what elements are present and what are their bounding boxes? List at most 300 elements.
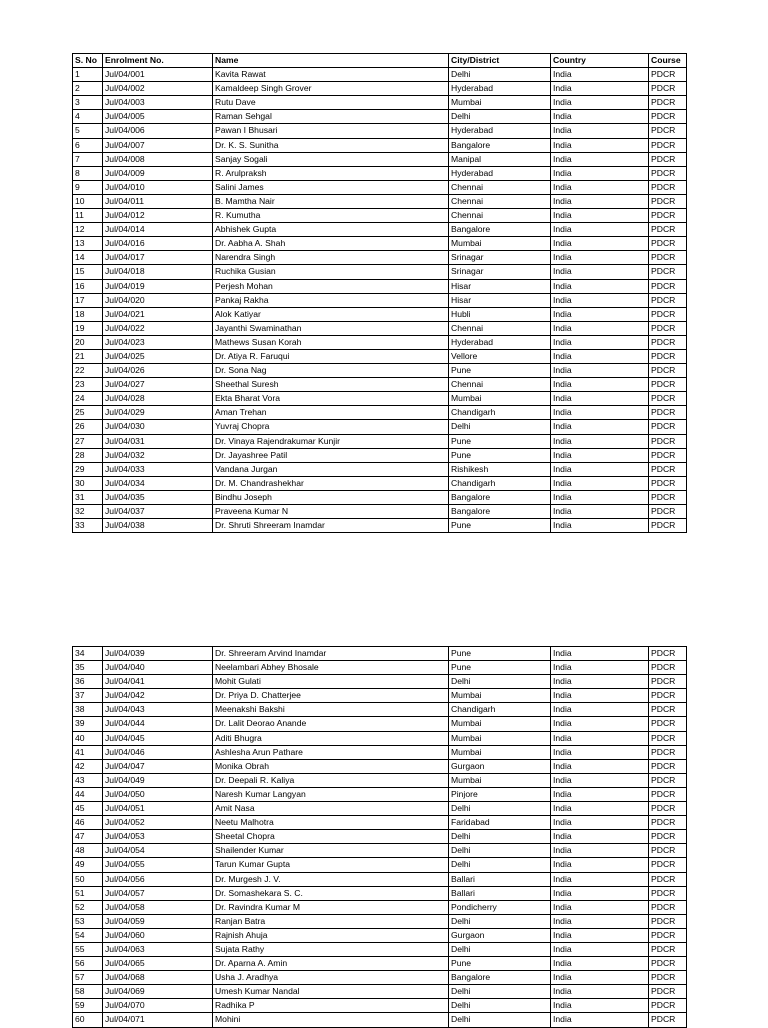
cell-sno: 4: [73, 110, 103, 124]
cell-name: Sanjay Sogali: [213, 152, 449, 166]
cell-sno: 1: [73, 68, 103, 82]
cell-country: India: [551, 335, 649, 349]
cell-sno: 37: [73, 689, 103, 703]
cell-enrolment-no: Jul/04/007: [103, 138, 213, 152]
cell-sno: 39: [73, 717, 103, 731]
cell-name: Ekta Bharat Vora: [213, 392, 449, 406]
cell-name: Dr. Jayashree Patil: [213, 448, 449, 462]
cell-course: PDCR: [649, 251, 687, 265]
cell-course: PDCR: [649, 392, 687, 406]
cell-enrolment-no: Jul/04/068: [103, 971, 213, 985]
table-row: [73, 434, 687, 448]
cell-sno: 54: [73, 928, 103, 942]
cell-sno: 46: [73, 816, 103, 830]
cell-city: Gurgaon: [449, 759, 551, 773]
cell-city: Pune: [449, 448, 551, 462]
cell-name: R. Arulpraksh: [213, 166, 449, 180]
cell-country: India: [551, 406, 649, 420]
cell-city: Vellore: [449, 349, 551, 363]
cell-country: India: [551, 420, 649, 434]
cell-course: PDCR: [649, 745, 687, 759]
cell-name: Umesh Kumar Nandal: [213, 985, 449, 999]
cell-course: PDCR: [649, 703, 687, 717]
cell-sno: 58: [73, 985, 103, 999]
cell-country: India: [551, 293, 649, 307]
cell-country: India: [551, 223, 649, 237]
cell-name: Dr. Aabha A. Shah: [213, 237, 449, 251]
cell-sno: 22: [73, 364, 103, 378]
cell-course: PDCR: [649, 490, 687, 504]
cell-name: Raman Sehgal: [213, 110, 449, 124]
table-row: [73, 942, 687, 956]
cell-name: Neetu Malhotra: [213, 816, 449, 830]
cell-enrolment-no: Jul/04/010: [103, 180, 213, 194]
cell-course: PDCR: [649, 96, 687, 110]
cell-city: Chennai: [449, 321, 551, 335]
cell-enrolment-no: Jul/04/038: [103, 519, 213, 533]
cell-country: India: [551, 180, 649, 194]
cell-sno: 31: [73, 490, 103, 504]
cell-country: India: [551, 237, 649, 251]
cell-course: PDCR: [649, 406, 687, 420]
cell-country: India: [551, 194, 649, 208]
table-row: [73, 96, 687, 110]
cell-city: Mumbai: [449, 689, 551, 703]
cell-name: Vandana Jurgan: [213, 462, 449, 476]
cell-country: India: [551, 490, 649, 504]
cell-enrolment-no: Jul/04/033: [103, 462, 213, 476]
cell-course: PDCR: [649, 307, 687, 321]
cell-name: Ashlesha Arun Pathare: [213, 745, 449, 759]
cell-country: India: [551, 434, 649, 448]
cell-course: PDCR: [649, 476, 687, 490]
header-enrolment: Enrolment No.: [103, 54, 213, 68]
cell-enrolment-no: Jul/04/044: [103, 717, 213, 731]
table-row: [73, 1013, 687, 1027]
cell-sno: 33: [73, 519, 103, 533]
cell-country: India: [551, 745, 649, 759]
cell-course: PDCR: [649, 985, 687, 999]
cell-country: India: [551, 152, 649, 166]
cell-name: Aditi Bhugra: [213, 731, 449, 745]
cell-enrolment-no: Jul/04/055: [103, 858, 213, 872]
cell-course: PDCR: [649, 971, 687, 985]
cell-city: Bangalore: [449, 490, 551, 504]
table-row: [73, 703, 687, 717]
cell-sno: 18: [73, 307, 103, 321]
cell-enrolment-no: Jul/04/005: [103, 110, 213, 124]
table-row: [73, 844, 687, 858]
cell-city: Hisar: [449, 293, 551, 307]
cell-sno: 41: [73, 745, 103, 759]
table-row: [73, 731, 687, 745]
cell-city: Hubli: [449, 307, 551, 321]
cell-city: Pune: [449, 364, 551, 378]
cell-city: Pune: [449, 647, 551, 661]
cell-name: Bindhu Joseph: [213, 490, 449, 504]
cell-country: India: [551, 1013, 649, 1027]
cell-enrolment-no: Jul/04/014: [103, 223, 213, 237]
cell-sno: 17: [73, 293, 103, 307]
cell-country: India: [551, 675, 649, 689]
cell-enrolment-no: Jul/04/051: [103, 802, 213, 816]
cell-country: India: [551, 689, 649, 703]
header-country: Country: [551, 54, 649, 68]
cell-enrolment-no: Jul/04/065: [103, 957, 213, 971]
table-row: [73, 745, 687, 759]
cell-country: India: [551, 364, 649, 378]
cell-country: India: [551, 787, 649, 801]
cell-name: Dr. Shreeram Arvind Inamdar: [213, 647, 449, 661]
table-header-row: [73, 54, 687, 68]
cell-country: India: [551, 505, 649, 519]
cell-enrolment-no: Jul/04/020: [103, 293, 213, 307]
table-row: [73, 237, 687, 251]
cell-city: Delhi: [449, 1013, 551, 1027]
cell-name: Praveena Kumar N: [213, 505, 449, 519]
cell-sno: 7: [73, 152, 103, 166]
cell-course: PDCR: [649, 349, 687, 363]
cell-name: Mohit Gulati: [213, 675, 449, 689]
cell-sno: 51: [73, 886, 103, 900]
cell-enrolment-no: Jul/04/045: [103, 731, 213, 745]
cell-course: PDCR: [649, 237, 687, 251]
cell-sno: 35: [73, 661, 103, 675]
table-row: [73, 830, 687, 844]
cell-city: Chennai: [449, 180, 551, 194]
cell-city: Chennai: [449, 194, 551, 208]
cell-city: Hyderabad: [449, 124, 551, 138]
cell-city: Chandigarh: [449, 703, 551, 717]
cell-city: Ballari: [449, 872, 551, 886]
cell-sno: 50: [73, 872, 103, 886]
cell-course: PDCR: [649, 999, 687, 1013]
cell-course: PDCR: [649, 914, 687, 928]
cell-course: PDCR: [649, 957, 687, 971]
cell-enrolment-no: Jul/04/050: [103, 787, 213, 801]
table-row: [73, 914, 687, 928]
cell-sno: 23: [73, 378, 103, 392]
cell-country: India: [551, 844, 649, 858]
table-row: [73, 476, 687, 490]
cell-course: PDCR: [649, 519, 687, 533]
cell-city: Delhi: [449, 985, 551, 999]
cell-city: Mumbai: [449, 731, 551, 745]
cell-country: India: [551, 392, 649, 406]
cell-enrolment-no: Jul/04/053: [103, 830, 213, 844]
cell-country: India: [551, 703, 649, 717]
cell-name: Usha J. Aradhya: [213, 971, 449, 985]
cell-country: India: [551, 476, 649, 490]
cell-name: Rutu Dave: [213, 96, 449, 110]
header-sno: S. No: [73, 54, 103, 68]
table-row: [73, 490, 687, 504]
cell-country: India: [551, 661, 649, 675]
cell-name: Mohini: [213, 1013, 449, 1027]
cell-enrolment-no: Jul/04/070: [103, 999, 213, 1013]
table-row: [73, 138, 687, 152]
cell-course: PDCR: [649, 194, 687, 208]
cell-name: Narendra Singh: [213, 251, 449, 265]
table-row: [73, 505, 687, 519]
cell-sno: 55: [73, 942, 103, 956]
cell-enrolment-no: Jul/04/003: [103, 96, 213, 110]
cell-enrolment-no: Jul/04/039: [103, 647, 213, 661]
cell-country: India: [551, 985, 649, 999]
cell-sno: 16: [73, 279, 103, 293]
cell-country: India: [551, 68, 649, 82]
table-row: [73, 194, 687, 208]
cell-name: Dr. Somashekara S. C.: [213, 886, 449, 900]
cell-name: Monika Obrah: [213, 759, 449, 773]
cell-sno: 15: [73, 265, 103, 279]
table-row: [73, 773, 687, 787]
cell-enrolment-no: Jul/04/011: [103, 194, 213, 208]
table-row: [73, 265, 687, 279]
cell-name: Kavita Rawat: [213, 68, 449, 82]
cell-city: Faridabad: [449, 816, 551, 830]
table-row: [73, 957, 687, 971]
cell-enrolment-no: Jul/04/030: [103, 420, 213, 434]
cell-city: Bangalore: [449, 971, 551, 985]
cell-course: PDCR: [649, 647, 687, 661]
cell-sno: 57: [73, 971, 103, 985]
cell-city: Delhi: [449, 858, 551, 872]
cell-sno: 40: [73, 731, 103, 745]
cell-enrolment-no: Jul/04/025: [103, 349, 213, 363]
cell-country: India: [551, 265, 649, 279]
cell-city: Mumbai: [449, 392, 551, 406]
cell-enrolment-no: Jul/04/009: [103, 166, 213, 180]
cell-enrolment-no: Jul/04/040: [103, 661, 213, 675]
cell-name: Dr. Atiya R. Faruqui: [213, 349, 449, 363]
cell-country: India: [551, 124, 649, 138]
cell-sno: 32: [73, 505, 103, 519]
cell-name: Dr. Ravindra Kumar M: [213, 900, 449, 914]
table-row: [73, 519, 687, 533]
table-row: [73, 335, 687, 349]
table-row: [73, 307, 687, 321]
cell-name: Jayanthi Swaminathan: [213, 321, 449, 335]
cell-course: PDCR: [649, 717, 687, 731]
cell-city: Chandigarh: [449, 406, 551, 420]
cell-course: PDCR: [649, 802, 687, 816]
cell-country: India: [551, 96, 649, 110]
cell-name: Dr. Vinaya Rajendrakumar Kunjir: [213, 434, 449, 448]
cell-city: Mumbai: [449, 717, 551, 731]
cell-name: Dr. Murgesh J. V.: [213, 872, 449, 886]
cell-name: Abhishek Gupta: [213, 223, 449, 237]
cell-course: PDCR: [649, 434, 687, 448]
cell-name: Dr. Deepali R. Kaliya: [213, 773, 449, 787]
cell-sno: 42: [73, 759, 103, 773]
cell-city: Bangalore: [449, 505, 551, 519]
cell-city: Gurgaon: [449, 928, 551, 942]
cell-country: India: [551, 999, 649, 1013]
cell-enrolment-no: Jul/04/027: [103, 378, 213, 392]
table-row: [73, 900, 687, 914]
cell-enrolment-no: Jul/04/056: [103, 872, 213, 886]
cell-course: PDCR: [649, 844, 687, 858]
cell-city: Delhi: [449, 844, 551, 858]
cell-course: PDCR: [649, 731, 687, 745]
cell-enrolment-no: Jul/04/058: [103, 900, 213, 914]
cell-city: Hyderabad: [449, 335, 551, 349]
cell-sno: 29: [73, 462, 103, 476]
cell-city: Delhi: [449, 914, 551, 928]
cell-country: India: [551, 802, 649, 816]
cell-name: Perjesh Mohan: [213, 279, 449, 293]
cell-sno: 38: [73, 703, 103, 717]
cell-sno: 27: [73, 434, 103, 448]
table-row: [73, 647, 687, 661]
cell-name: Dr. Shruti Shreeram Inamdar: [213, 519, 449, 533]
cell-country: India: [551, 731, 649, 745]
cell-course: PDCR: [649, 68, 687, 82]
cell-enrolment-no: Jul/04/016: [103, 237, 213, 251]
cell-name: Dr. Sona Nag: [213, 364, 449, 378]
cell-course: PDCR: [649, 675, 687, 689]
cell-country: India: [551, 830, 649, 844]
cell-city: Chennai: [449, 378, 551, 392]
cell-city: Srinagar: [449, 251, 551, 265]
cell-enrolment-no: Jul/04/041: [103, 675, 213, 689]
cell-course: PDCR: [649, 886, 687, 900]
cell-country: India: [551, 378, 649, 392]
cell-enrolment-no: Jul/04/029: [103, 406, 213, 420]
cell-city: Chennai: [449, 209, 551, 223]
cell-sno: 11: [73, 209, 103, 223]
cell-course: PDCR: [649, 180, 687, 194]
table-row: [73, 180, 687, 194]
cell-enrolment-no: Jul/04/034: [103, 476, 213, 490]
cell-sno: 24: [73, 392, 103, 406]
cell-enrolment-no: Jul/04/054: [103, 844, 213, 858]
cell-enrolment-no: Jul/04/035: [103, 490, 213, 504]
table-row: [73, 82, 687, 96]
cell-country: India: [551, 928, 649, 942]
table-row: [73, 675, 687, 689]
cell-sno: 10: [73, 194, 103, 208]
cell-city: Pune: [449, 957, 551, 971]
cell-country: India: [551, 138, 649, 152]
cell-country: India: [551, 462, 649, 476]
cell-course: PDCR: [649, 378, 687, 392]
cell-name: Dr. M. Chandrashekhar: [213, 476, 449, 490]
cell-course: PDCR: [649, 279, 687, 293]
cell-city: Pondicherry: [449, 900, 551, 914]
cell-sno: 52: [73, 900, 103, 914]
cell-enrolment-no: Jul/04/012: [103, 209, 213, 223]
cell-name: Tarun Kumar Gupta: [213, 858, 449, 872]
cell-city: Delhi: [449, 110, 551, 124]
table-row: [73, 816, 687, 830]
cell-sno: 45: [73, 802, 103, 816]
cell-course: PDCR: [649, 858, 687, 872]
cell-city: Hisar: [449, 279, 551, 293]
cell-enrolment-no: Jul/04/052: [103, 816, 213, 830]
cell-sno: 60: [73, 1013, 103, 1027]
cell-country: India: [551, 717, 649, 731]
cell-sno: 8: [73, 166, 103, 180]
table-row: [73, 364, 687, 378]
cell-course: PDCR: [649, 661, 687, 675]
cell-country: India: [551, 82, 649, 96]
cell-country: India: [551, 166, 649, 180]
cell-name: Mathews Susan Korah: [213, 335, 449, 349]
table-row: [73, 661, 687, 675]
cell-course: PDCR: [649, 420, 687, 434]
cell-course: PDCR: [649, 364, 687, 378]
cell-city: Delhi: [449, 675, 551, 689]
cell-name: Ruchika Gusian: [213, 265, 449, 279]
cell-course: PDCR: [649, 900, 687, 914]
cell-course: PDCR: [649, 816, 687, 830]
cell-country: India: [551, 448, 649, 462]
table-row: [73, 971, 687, 985]
cell-enrolment-no: Jul/04/008: [103, 152, 213, 166]
cell-enrolment-no: Jul/04/043: [103, 703, 213, 717]
cell-city: Pune: [449, 661, 551, 675]
cell-sno: 2: [73, 82, 103, 96]
enrolment-table-page-2: [72, 646, 687, 1028]
cell-enrolment-no: Jul/04/047: [103, 759, 213, 773]
cell-sno: 14: [73, 251, 103, 265]
cell-sno: 26: [73, 420, 103, 434]
cell-course: PDCR: [649, 689, 687, 703]
table-row: [73, 689, 687, 703]
cell-sno: 19: [73, 321, 103, 335]
cell-enrolment-no: Jul/04/049: [103, 773, 213, 787]
cell-course: PDCR: [649, 787, 687, 801]
cell-course: PDCR: [649, 265, 687, 279]
table-row: [73, 928, 687, 942]
cell-sno: 44: [73, 787, 103, 801]
cell-course: PDCR: [649, 759, 687, 773]
cell-country: India: [551, 914, 649, 928]
cell-city: Hyderabad: [449, 82, 551, 96]
table-row: [73, 279, 687, 293]
cell-name: B. Mamtha Nair: [213, 194, 449, 208]
cell-city: Srinagar: [449, 265, 551, 279]
cell-name: Dr. Priya D. Chatterjee: [213, 689, 449, 703]
cell-name: Sheethal Suresh: [213, 378, 449, 392]
cell-sno: 5: [73, 124, 103, 138]
cell-name: Sujata Rathy: [213, 942, 449, 956]
cell-city: Delhi: [449, 830, 551, 844]
cell-course: PDCR: [649, 942, 687, 956]
table-row: [73, 110, 687, 124]
cell-name: Dr. K. S. Sunitha: [213, 138, 449, 152]
header-name: Name: [213, 54, 449, 68]
cell-city: Delhi: [449, 68, 551, 82]
cell-city: Mumbai: [449, 745, 551, 759]
cell-course: PDCR: [649, 335, 687, 349]
cell-enrolment-no: Jul/04/022: [103, 321, 213, 335]
cell-name: Pawan I Bhusari: [213, 124, 449, 138]
cell-name: Rajnish Ahuja: [213, 928, 449, 942]
cell-enrolment-no: Jul/04/069: [103, 985, 213, 999]
header-city: City/District: [449, 54, 551, 68]
cell-sno: 30: [73, 476, 103, 490]
table-row: [73, 321, 687, 335]
cell-enrolment-no: Jul/04/071: [103, 1013, 213, 1027]
cell-name: Kamaldeep Singh Grover: [213, 82, 449, 96]
table-row: [73, 985, 687, 999]
cell-enrolment-no: Jul/04/026: [103, 364, 213, 378]
cell-enrolment-no: Jul/04/001: [103, 68, 213, 82]
cell-name: Amit Nasa: [213, 802, 449, 816]
